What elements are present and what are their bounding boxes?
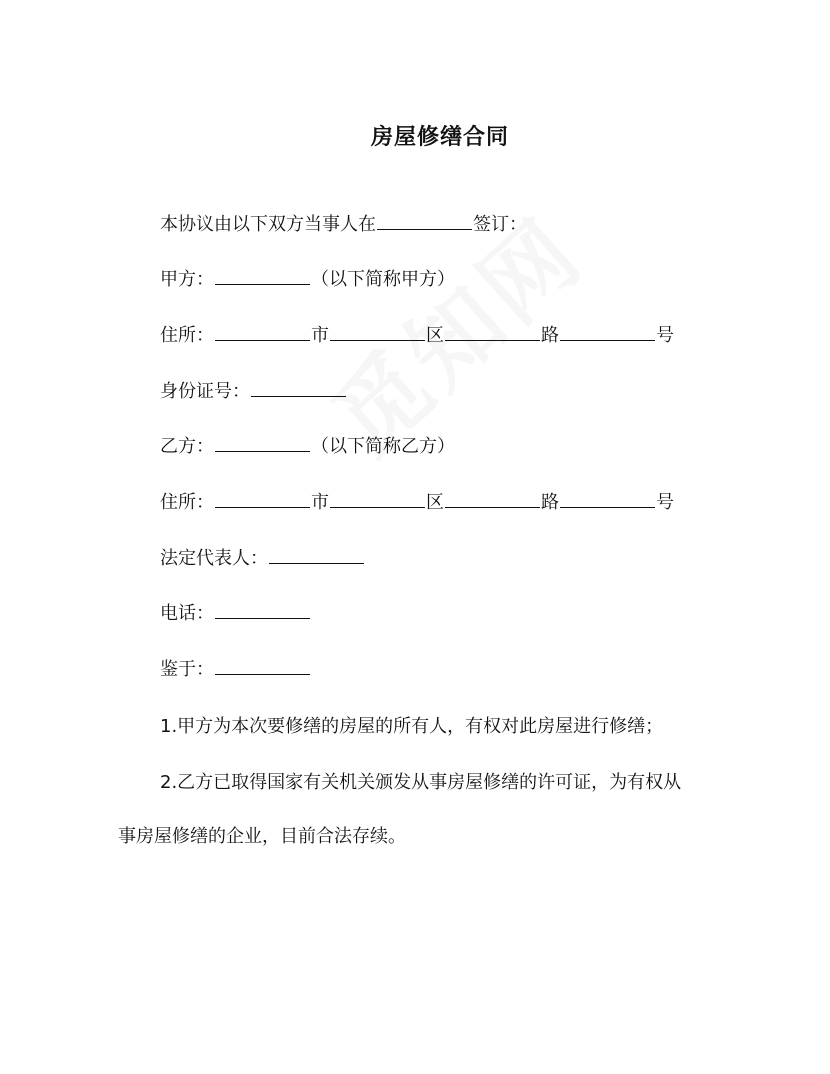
blank	[215, 322, 310, 341]
intro-prefix: 本协议由以下双方当事人在	[160, 214, 376, 235]
road-label: 路	[541, 492, 559, 513]
party-b-name-blank	[215, 433, 310, 452]
road-label: 路	[541, 325, 559, 346]
district-label: 区	[426, 325, 444, 346]
party-b-label: 乙方：	[160, 436, 214, 457]
whereas-line	[160, 656, 311, 684]
blank	[330, 489, 425, 508]
blank	[560, 322, 655, 341]
phone-label: 电话：	[160, 603, 214, 624]
signing-place-blank	[377, 211, 472, 230]
clause-1: 1.甲方为本次要修缮的房屋的所有人，有权对此房屋进行修缮；	[160, 716, 664, 737]
blank	[445, 489, 540, 508]
city-label: 市	[311, 492, 329, 513]
party-a-label: 甲方：	[160, 269, 214, 290]
party-b-line	[160, 433, 455, 461]
blank	[215, 489, 310, 508]
intro-line	[160, 211, 527, 239]
number-label: 号	[656, 492, 674, 513]
party-b-note: （以下简称乙方）	[311, 436, 455, 457]
id-number-blank	[251, 378, 346, 397]
whereas-blank	[215, 656, 310, 675]
blank	[445, 322, 540, 341]
city-label: 市	[311, 325, 329, 346]
phone-line	[160, 600, 311, 628]
party-a-id-label: 身份证号：	[160, 381, 250, 402]
blank	[560, 489, 655, 508]
party-a-note: （以下简称甲方）	[311, 269, 455, 290]
document-title: 房屋修缮合同	[370, 125, 509, 150]
whereas-label: 鉴于：	[160, 659, 214, 680]
number-label: 号	[656, 325, 674, 346]
party-b-address-label: 住所：	[160, 492, 214, 513]
party-a-id-line	[160, 378, 347, 406]
party-a-address-label: 住所：	[160, 325, 214, 346]
blank	[330, 322, 425, 341]
legal-rep-blank	[269, 545, 364, 564]
clause-2: 2.乙方已取得国家有关机关颁发从事房屋修缮的许可证，为有权从事房屋修缮的企业，目前合法存续。	[118, 772, 682, 847]
district-label: 区	[426, 492, 444, 513]
party-b-address-line	[160, 489, 674, 517]
intro-suffix: 签订：	[473, 214, 527, 235]
party-a-name-blank	[215, 266, 310, 285]
legal-rep-label: 法定代表人：	[160, 548, 268, 569]
party-a-address-line	[160, 322, 674, 350]
legal-rep-line	[160, 545, 365, 573]
party-a-line	[160, 266, 455, 294]
phone-blank	[215, 600, 310, 619]
